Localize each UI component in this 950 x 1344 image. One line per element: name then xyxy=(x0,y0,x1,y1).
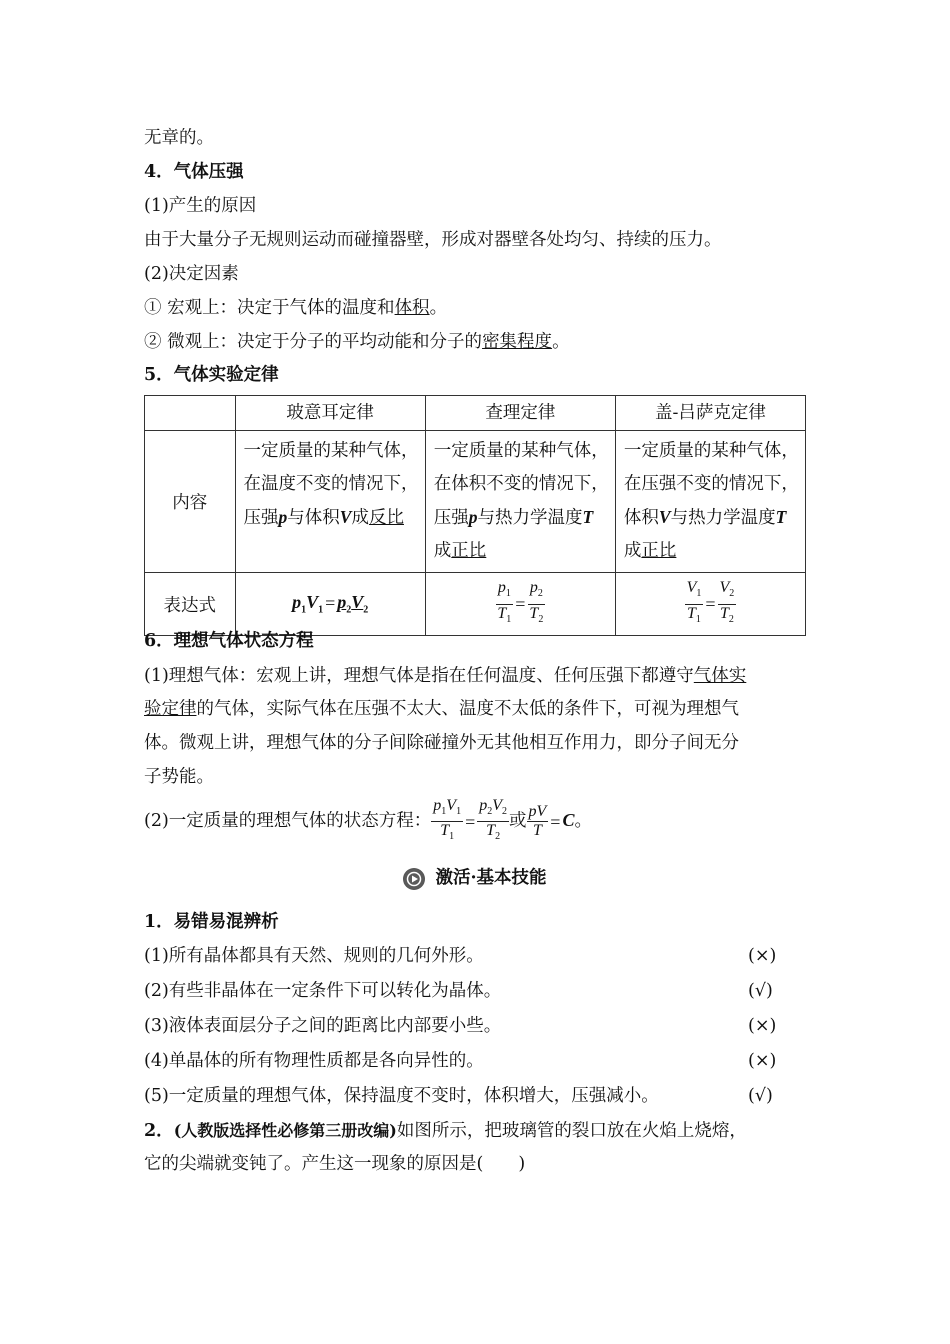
text: 与体积 xyxy=(287,508,340,528)
text: 或 xyxy=(509,811,527,832)
judgement-item: (3)液体表面层分子之间的距离比内部要小些。 xyxy=(144,1016,502,1036)
table-cell xyxy=(235,431,425,573)
answer-blank: 反比 xyxy=(368,508,404,528)
text: 。 xyxy=(429,298,448,318)
state-equation-line: (2)一定质量的理想气体的状态方程： $\frac{p_1V_1}{T_1}$ = $\frac{p_2V_2}{T_2}$ 或 $\frac{pV}{T}$ = C。 xyxy=(144,797,592,843)
answer-blank: 验定律 xyxy=(144,699,197,719)
judgement-item: (2)有些非晶体在一定条件下可以转化为晶体。 xyxy=(144,981,502,1001)
text: (2)一定质量的理想气体的状态方程： xyxy=(144,811,432,832)
table-header: 盖-吕萨克定律 xyxy=(615,396,805,431)
text-line xyxy=(144,330,570,354)
text: 成 xyxy=(623,541,642,561)
gas-laws-table xyxy=(144,395,806,636)
table-cell xyxy=(615,431,805,573)
question-number: 2． xyxy=(144,1121,174,1141)
text: 与热力学温度 xyxy=(670,508,776,528)
table-cell xyxy=(425,431,615,573)
section-heading: 4．气体压强 xyxy=(144,162,244,182)
text: 一定质量的某种气体，在压强不变的情况下，体积 xyxy=(623,441,799,528)
text-line xyxy=(144,296,447,320)
table-header-row xyxy=(145,396,806,431)
text-line: 无章的。 xyxy=(144,128,214,148)
question-line xyxy=(144,1119,747,1143)
question-line: 它的尖端就变钝了。产生这一现象的原因是( ) xyxy=(144,1154,526,1174)
symbol: T xyxy=(582,507,594,527)
text: 成 xyxy=(351,508,369,528)
formula-gay-lussac: $\frac{V_1}{T_1}$ = $\frac{V_2}{T_2}$ xyxy=(615,573,805,636)
symbol: p xyxy=(278,507,288,527)
text: 。 xyxy=(574,811,592,832)
row-label: 表达式 xyxy=(145,573,236,636)
judgement-item: (4)单晶体的所有物理性质都是各向异性的。 xyxy=(144,1051,484,1071)
text: 成 xyxy=(433,541,452,561)
text: 的气体，实际气体在压强不太大、温度不太低的条件下，可视为理想气 xyxy=(196,699,739,719)
formula-charles: $\frac{p_1}{T_1}$ = $\frac{p_2}{T_2}$ xyxy=(425,573,615,636)
section-heading: 5．气体实验定律 xyxy=(144,365,279,385)
judgement-item: (1)所有晶体都具有天然、规则的几何外形。 xyxy=(144,946,484,966)
text: 如图所示，把玻璃管的裂口放在火焰上烧熔， xyxy=(396,1121,747,1141)
symbol: V xyxy=(658,507,671,527)
sub-heading: (1)产生的原因 xyxy=(144,196,257,216)
judgement-mark: (×) xyxy=(748,1051,777,1071)
play-icon xyxy=(403,868,425,890)
table-row xyxy=(145,431,806,573)
symbol: T xyxy=(775,507,787,527)
judgement-item: (5)一定质量的理想气体，保持温度不变时，体积增大，压强减小。 xyxy=(144,1086,659,1106)
row-label: 内容 xyxy=(145,431,236,573)
text: ② 微观上：决定于分子的平均动能和分子的 xyxy=(144,332,483,352)
section-heading: 1．易错易混辨析 xyxy=(144,912,279,932)
question-source: (人教版选择性必修第三册改编) xyxy=(173,1121,397,1140)
text: 一定质量的某种气体，在温度不变的情况下，压强 xyxy=(243,441,419,528)
text-line: 体。微观上讲，理想气体的分子间除碰撞外无其他相互作用力，即分子间无分 xyxy=(144,733,739,753)
banner-title: 激活·基本技能 xyxy=(435,868,547,888)
answer-blank: 正比 xyxy=(451,541,487,561)
answer-blank: 密集程度 xyxy=(482,332,553,352)
text-line: 子势能。 xyxy=(144,767,214,787)
text: 一定质量的某种气体，在体积不变的情况下，压强 xyxy=(433,441,609,528)
table-row xyxy=(145,573,806,636)
text: ① 宏观上：决定于气体的温度和 xyxy=(144,298,395,318)
answer-blank: 体积 xyxy=(394,298,430,318)
table-header: 查理定律 xyxy=(425,396,615,431)
answer-blank: 气体实 xyxy=(693,666,747,686)
symbol: V xyxy=(339,507,352,527)
answer-blank: 正比 xyxy=(641,541,677,561)
text: 与热力学温度 xyxy=(477,508,583,528)
formula-boyle: $p_1V_1 = p_2V_2$ xyxy=(235,573,425,636)
symbol: p xyxy=(468,507,478,527)
judgement-mark: (√) xyxy=(748,1086,773,1106)
text: (1)理想气体：宏观上讲，理想气体是指在任何温度、任何压强下都遵守 xyxy=(144,666,694,686)
table-header: 玻意耳定律 xyxy=(235,396,425,431)
text-line xyxy=(144,664,746,688)
section-banner xyxy=(0,866,950,890)
judgement-mark: (×) xyxy=(748,1016,777,1036)
sub-heading: (2)决定因素 xyxy=(144,264,239,284)
section-heading: 6．理想气体状态方程 xyxy=(144,631,314,651)
judgement-mark: (√) xyxy=(748,981,773,1001)
symbol: C xyxy=(562,810,575,831)
text: 。 xyxy=(552,332,570,352)
text-line xyxy=(144,697,739,721)
table-header xyxy=(145,396,236,431)
text-line: 由于大量分子无规则运动而碰撞器壁，形成对器壁各处均匀、持续的压力。 xyxy=(144,230,722,250)
judgement-mark: (×) xyxy=(748,946,777,966)
